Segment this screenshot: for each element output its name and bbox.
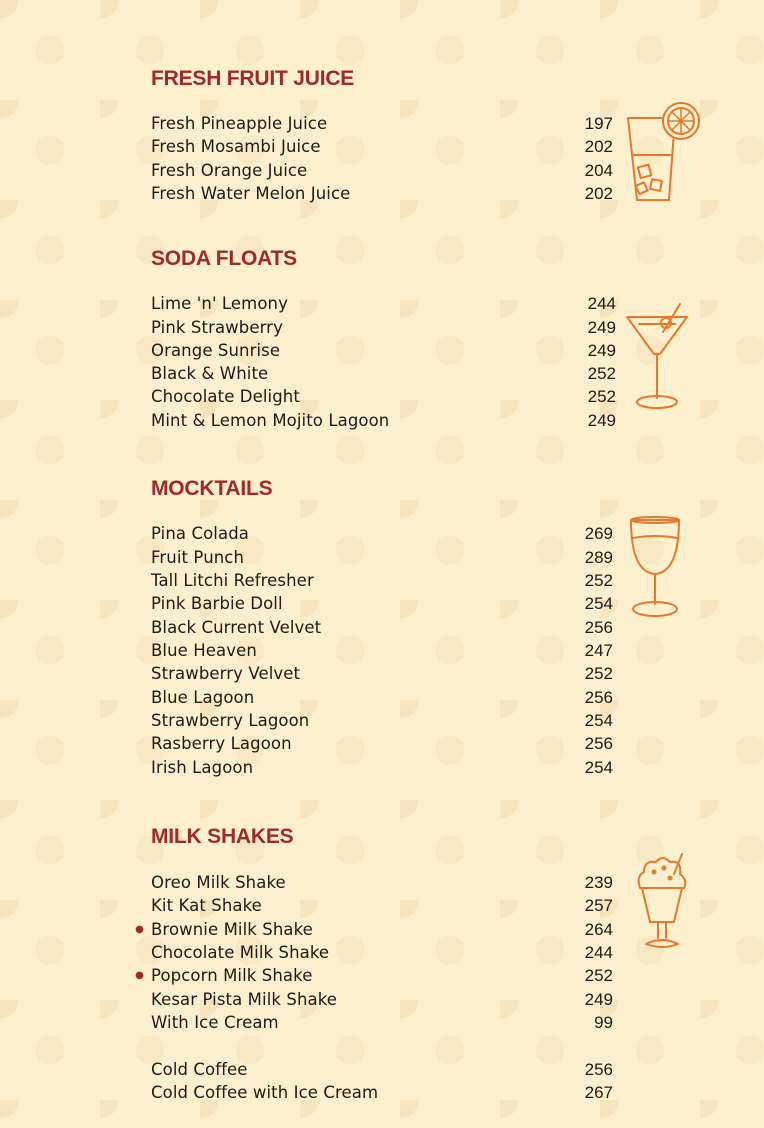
menu-item-price: 254: [584, 594, 613, 613]
menu-item-name: Irish Lagoon: [151, 758, 254, 777]
menu-item-price: 239: [584, 873, 613, 892]
menu-item-name: Strawberry Lagoon: [151, 711, 310, 730]
section-title-mocktails: MOCKTAILS: [151, 477, 273, 500]
menu-item-name: Fresh Orange Juice: [151, 161, 308, 180]
menu-item-price: 204: [584, 161, 613, 180]
menu-item-price: 252: [584, 571, 613, 590]
menu-item-price: 256: [584, 734, 613, 753]
juice-glass-icon: [625, 100, 703, 204]
menu-item-price: 267: [584, 1083, 613, 1102]
menu-item-price: 269: [584, 524, 613, 543]
menu-item-name: Blue Lagoon: [151, 688, 255, 707]
wine-glass-icon: [627, 514, 683, 620]
menu-item-name: Fruit Punch: [151, 548, 245, 567]
menu-item-name: Pink Barbie Doll: [151, 594, 283, 613]
menu-item-name: Fresh Water Melon Juice: [151, 184, 351, 203]
menu-item-price: 249: [587, 318, 616, 337]
menu-item-name: Orange Sunrise: [151, 341, 281, 360]
menu-item-name: Pink Strawberry: [151, 318, 283, 337]
menu-item-name: Pina Colada: [151, 524, 249, 543]
menu-item-price: 256: [584, 688, 613, 707]
menu-item-name: Black & White: [151, 364, 269, 383]
menu-item-price: 244: [587, 294, 616, 313]
menu-item-name: With Ice Cream: [151, 1013, 279, 1032]
section-title-soda-floats: SODA FLOATS: [151, 247, 297, 270]
special-item-icon: ●: [135, 970, 144, 981]
menu-item-price: 257: [584, 896, 613, 915]
menu-item-name: Lime 'n' Lemony: [151, 294, 288, 313]
menu-item-name: Fresh Pineapple Juice: [151, 114, 328, 133]
menu-item-price: 289: [584, 548, 613, 567]
menu-item-price: 256: [584, 618, 613, 637]
cocktail-glass-icon: [625, 302, 691, 414]
menu-item-price: 249: [587, 411, 616, 430]
menu-item-price: 252: [587, 387, 616, 406]
menu-item-name: Strawberry Velvet: [151, 664, 301, 683]
section-title-milk-shakes: MILK SHAKES: [151, 825, 294, 848]
menu-item-name: Mint & Lemon Mojito Lagoon: [151, 411, 390, 430]
menu-item-name: Tall Litchi Refresher: [151, 571, 314, 590]
menu-item-name: Kesar Pista Milk Shake: [151, 990, 338, 1009]
menu-item-name: Black Current Velvet: [151, 618, 322, 637]
menu-item-price: 264: [584, 920, 613, 939]
menu-item-name: Rasberry Lagoon: [151, 734, 292, 753]
menu-item-name: Cold Coffee: [151, 1060, 248, 1079]
milkshake-glass-icon: [634, 852, 692, 958]
menu-item-price: 252: [584, 664, 613, 683]
menu-item-name: Cold Coffee with Ice Cream: [151, 1083, 379, 1102]
menu-item-price: 247: [584, 641, 613, 660]
menu-item-name: Brownie Milk Shake: [151, 920, 313, 939]
menu-item-price: 254: [584, 758, 613, 777]
menu-item-price: 249: [587, 341, 616, 360]
menu-item-name: Chocolate Milk Shake: [151, 943, 330, 962]
menu-item-price: 249: [584, 990, 613, 1009]
menu-item-name: Fresh Mosambi Juice: [151, 137, 321, 156]
menu-item-price: 256: [584, 1060, 613, 1079]
menu-item-name: Popcorn Milk Shake: [151, 966, 313, 985]
menu-item-name: Oreo Milk Shake: [151, 873, 286, 892]
menu-item-price: 202: [584, 137, 613, 156]
menu-item-price: 99: [594, 1013, 613, 1032]
special-item-icon: ●: [135, 924, 144, 935]
menu-item-name: Kit Kat Shake: [151, 896, 262, 915]
menu-item-price: 254: [584, 711, 613, 730]
menu-item-price: 202: [584, 184, 613, 203]
menu-item-name: Chocolate Delight: [151, 387, 300, 406]
menu-item-price: 244: [584, 943, 613, 962]
menu-item-price: 197: [584, 114, 613, 133]
menu-item-name: Blue Heaven: [151, 641, 257, 660]
menu-item-price: 252: [584, 966, 613, 985]
section-title-fresh-fruit-juice: FRESH FRUIT JUICE: [151, 67, 355, 90]
menu-item-price: 252: [587, 364, 616, 383]
